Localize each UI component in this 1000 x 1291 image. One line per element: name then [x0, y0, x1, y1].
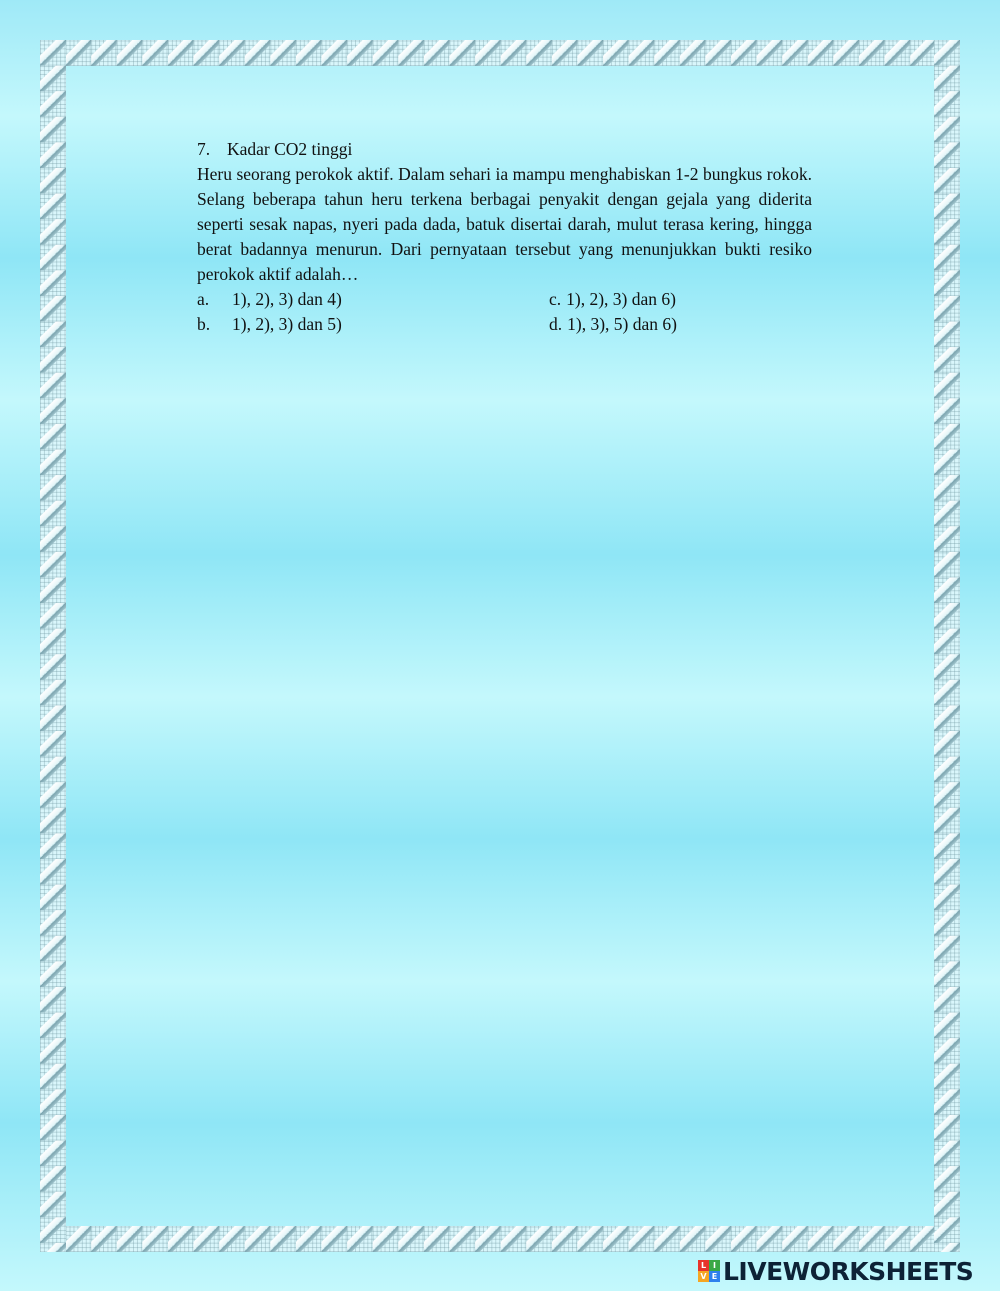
question-title: Kadar CO2 tinggi	[227, 139, 353, 159]
decorative-border-right	[934, 40, 960, 1252]
decorative-border-left	[40, 40, 66, 1252]
option-letter: c.	[549, 289, 562, 309]
option-letter: b.	[197, 314, 211, 334]
logo-mark-letter: E	[709, 1271, 720, 1282]
answer-options	[197, 287, 812, 337]
liveworksheets-logo	[698, 1256, 973, 1286]
option-letter: d.	[549, 314, 563, 334]
option-letter: a.	[197, 289, 210, 309]
logo-mark-letter: V	[698, 1271, 709, 1282]
option-text: 1), 2), 3) dan 4)	[232, 289, 342, 309]
question-number: 7.	[197, 139, 211, 159]
option-text: 1), 2), 3) dan 5)	[232, 314, 342, 334]
logo-mark-letter: I	[709, 1260, 720, 1271]
logo-text: LIVEWORKSHEETS	[723, 1256, 974, 1286]
option-b[interactable]	[197, 312, 549, 337]
logo-mark-letter: L	[698, 1260, 709, 1271]
question-heading	[197, 137, 812, 162]
option-d[interactable]	[549, 312, 809, 337]
decorative-border-top	[40, 40, 960, 66]
option-text: 1), 3), 5) dan 6)	[567, 314, 677, 334]
option-c[interactable]	[549, 287, 809, 312]
decorative-border-bottom	[40, 1226, 960, 1252]
live-logo-icon	[698, 1260, 720, 1282]
question-text: Heru seorang perokok aktif. Dalam sehari ia mampu menghabiskan 1-2 bungkus rokok. Selang beberapa tahun heru terkena berbagai penyakit dengan gejala yang diderita seperti sesak napas, nyeri pada dada, batuk disertai darah, mulut terasa kering, hingga berat badannya menurun. Dari pernyataan tersebut yang menunjukkan bukti resiko perokok aktif adalah…	[197, 164, 812, 284]
option-text: 1), 2), 3) dan 6)	[566, 289, 676, 309]
option-a[interactable]	[197, 287, 549, 312]
question-block	[197, 137, 812, 337]
